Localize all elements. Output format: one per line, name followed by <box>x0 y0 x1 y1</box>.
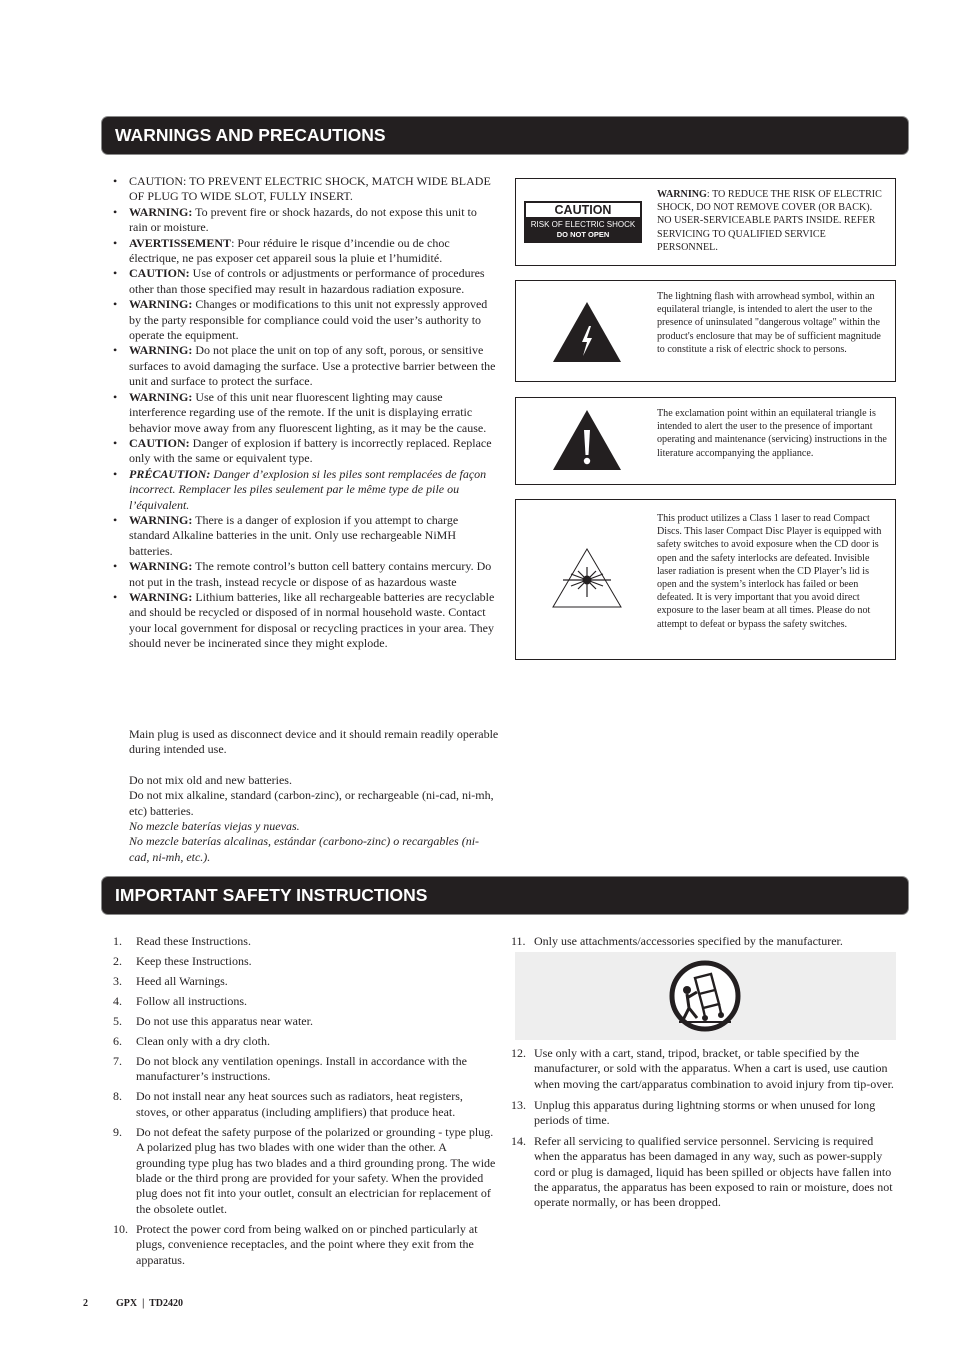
warnings-section-title: WARNINGS AND PRECAUTIONS <box>102 117 908 154</box>
warning-label: CAUTION: <box>129 435 190 450</box>
warning-text: There is a danger of explosion if you attempt to charge standard Alkaline batteries in the unit. Only use rechargeable NiMH batteries. <box>129 512 459 558</box>
instruction-item <box>511 1134 901 1211</box>
warning-item <box>113 513 497 559</box>
safety-section-title: IMPORTANT SAFETY INSTRUCTIONS <box>102 877 908 914</box>
bullet-marker: • <box>113 589 118 604</box>
warning-text: Danger d’explosion si les piles sont remplacées de façon incorrect. Remplacer les piles seulement par le même type de pile ou l’équivalent. <box>129 466 487 512</box>
warning-label: WARNING: <box>129 343 193 358</box>
cart-tipover-icon <box>669 960 741 1032</box>
instruction-item <box>113 1089 497 1120</box>
instruction-item <box>113 974 497 989</box>
instruction-text: Heed all Warnings. <box>136 974 228 988</box>
warning-text: Use of controls or adjustments or performance of procedures other than those specified may result in hazardous radiation exposure. <box>129 266 485 296</box>
caution-label-line2: DO NOT OPEN <box>556 230 610 239</box>
warning-item <box>113 590 497 652</box>
exclamation-text: The exclamation point within an equilateral triangle is intended to alert the user to the presence of important operating and maintenance (servicing) instructions in the literature accompanying the appliance. <box>657 408 887 459</box>
instruction-item <box>113 994 497 1009</box>
warning-label: AVERTISSEMENT <box>129 235 232 250</box>
warning-text: The remote control’s button cell battery contains mercury. Do not put in the trash, instead recycle or dispose of as hazardous waste <box>129 559 492 589</box>
instruction-number: 4. <box>113 994 122 1008</box>
laser-box <box>515 499 896 660</box>
bullet-marker: • <box>113 174 118 188</box>
instructions-list-right <box>511 1046 901 1216</box>
instruction-text: Do not defeat the safety purpose of the polarized or grounding - type plug. A polarized plug has two blades with one wider than the other. A grounding type plug has two blades and a third grounding prong. The wide blade or the third prong are provided for your safety. When the provided plug does not fit into your outlet, consult an electrician for replacement of the obsolete outlet. <box>136 1124 496 1216</box>
instruction-text: Use only with a cart, stand, tripod, bracket, or table specified by the manufacturer, or sold with the apparatus. When a cart is used, use caution when moving the cart/apparatus combination to avoid injury from tip-over. <box>534 1046 894 1091</box>
instruction-number: 11. <box>511 934 526 948</box>
bullet-marker: • <box>113 512 118 527</box>
warning-text: Use of this unit near fluorescent lighting may cause interference regarding use of the remote. If the unit is displaying erratic behavior move away from any fluorescent lighting, as it may be the cause. <box>129 389 487 435</box>
instruction-item <box>113 934 497 949</box>
instruction-text: Unplug this apparatus during lightning storms or when unused for long periods of time. <box>534 1097 876 1128</box>
warning-label: WARNING: <box>129 589 193 604</box>
warning-item <box>113 467 497 513</box>
caution-label-line1: RISK OF ELECTRIC SHOCK <box>530 220 636 229</box>
bullet-marker: • <box>113 559 118 574</box>
instruction-item <box>113 1014 497 1029</box>
caution-warning-text <box>657 188 889 254</box>
instruction-text: Follow all instructions. <box>136 994 247 1008</box>
laser-warning-icon <box>551 547 623 609</box>
instruction-number: 14. <box>511 1133 526 1148</box>
warning-item <box>113 266 497 297</box>
bullet-marker: • <box>113 435 118 450</box>
bullet-marker: • <box>113 343 118 358</box>
instruction-number: 1. <box>113 934 122 948</box>
instruction-number: 10. <box>113 1221 128 1236</box>
instruction-number: 8. <box>113 1089 122 1104</box>
laser-text: This product utilizes a Class 1 laser to read Compact Discs. This laser Compact Disc Player is equipped with safety switches to avoid exposure when the CD door is open and the safety interlocks are defeated. Invisible laser radiation is present when the CD Player’s lid is open and the system’s interlock has failed or been defeated. It is very important that you avoid direct exposure to the laser beam at all times. Please do not attempt to defeat or bypass the safety switches. <box>657 513 882 630</box>
bullet-marker: • <box>113 389 118 404</box>
warning-item <box>113 236 497 267</box>
instruction-item <box>113 1054 497 1085</box>
instruction-text: Do not use this apparatus near water. <box>136 1014 313 1028</box>
bullet-marker: • <box>113 235 118 250</box>
instruction-number: 12. <box>511 1046 526 1060</box>
instruction-text: Do not install near any heat sources such as radiators, heat registers, stoves, or other apparatus (including amplifiers) that produce heat. <box>136 1089 463 1119</box>
instruction-item <box>113 1034 497 1049</box>
warning-item <box>113 559 497 590</box>
instruction-text: Only use attachments/accessories specified by the manufacturer. <box>534 934 843 948</box>
bullet-marker: • <box>113 266 118 281</box>
warning-text: CAUTION: TO PREVENT ELECTRIC SHOCK, MATCH WIDE BLADE OF PLUG TO WIDE SLOT, FULLY INSERT. <box>129 174 491 204</box>
instruction-number: 7. <box>113 1054 122 1068</box>
instruction-number: 13. <box>511 1097 526 1112</box>
warning-item <box>113 436 497 467</box>
instruction-number: 3. <box>113 974 122 988</box>
exclamation-box <box>515 397 896 485</box>
instruction-11 <box>511 934 901 949</box>
main-plug-note: Main plug is used as disconnect device and it should remain readily operable during intended use. <box>129 727 499 757</box>
page-number: 2 <box>83 1298 88 1309</box>
warning-text: To prevent fire or shock hazards, do not expose this unit to rain or moisture. <box>129 204 477 235</box>
warning-label: WARNING: <box>129 389 193 404</box>
instruction-text: Keep these Instructions. <box>136 954 252 968</box>
instruction-text: Read these Instructions. <box>136 934 251 948</box>
instruction-text: Protect the power cord from being walked on or pinched particularly at plugs, convenience receptacles, and the point where they exit from the apparatus. <box>136 1221 478 1267</box>
warning-item <box>113 205 497 236</box>
lightning-warning-icon <box>551 300 623 364</box>
exclamation-warning-icon <box>551 408 623 472</box>
instruction-number: 6. <box>113 1034 122 1048</box>
warning-item <box>113 297 497 343</box>
bullet-marker: • <box>113 466 118 481</box>
bullet-marker: • <box>113 204 118 219</box>
instruction-item <box>113 1222 497 1268</box>
warning-label: PRÉCAUTION: <box>129 466 211 481</box>
instruction-item <box>511 1046 901 1092</box>
footer-brand-model: GPX | TD2420 <box>116 1298 184 1309</box>
warning-label: WARNING: <box>129 297 193 312</box>
warning-label: WARNING: <box>129 559 193 574</box>
lightning-text: The lightning flash with arrowhead symbol, within an equilateral triangle, is intended to alert the user to the presence of uninsulated "dangerous voltage" within the product's enclosure that may be of sufficient magnitude to constitute a risk of electric shock to persons. <box>657 291 881 355</box>
instruction-text: Refer all servicing to qualified service personnel. Servicing is required when the apparatus has been damaged in any way, such as power-supply cord or plug is damaged, liquid has been spilled or objects have fallen into the apparatus, the apparatus has been exposed to rain or moisture, does not operate normally, or has been dropped. <box>534 1133 893 1210</box>
warning-text: Danger of explosion if battery is incorrectly replaced. Replace only with the same or equivalent type. <box>129 435 492 466</box>
instruction-text: Clean only with a dry cloth. <box>136 1034 270 1048</box>
instruction-item <box>113 954 497 969</box>
instruction-number: 5. <box>113 1014 122 1028</box>
caution-warning-body: : TO REDUCE THE RISK OF ELECTRIC SHOCK, DO NOT REMOVE COVER (OR BACK). NO USER-SERVICEABLE PARTS INSIDE. REFER SERVICING TO QUALIFIED SERVICE PERSONNEL. <box>657 189 882 253</box>
warning-text: Lithium batteries, like all rechargeable batteries are recyclable and should be recycled or disposed of in normal household waste. Contact your local government for disposal or recycling practices in your area. They should never be incinerated since they might explode. <box>129 589 495 651</box>
instruction-item <box>113 1125 497 1217</box>
warning-label: WARNING: <box>129 512 193 527</box>
caution-label <box>524 201 642 243</box>
caution-box <box>515 178 896 266</box>
warning-text: Changes or modifications to this unit not expressly approved by the party responsible for compliance could void the user’s authority to operate the equipment. <box>129 297 488 343</box>
instruction-item <box>511 1098 901 1129</box>
instructions-list-left <box>113 934 497 1273</box>
caution-warning-label: WARNING <box>657 189 707 200</box>
warnings-list <box>113 174 497 652</box>
warning-item <box>113 174 497 205</box>
warning-text: Do not place the unit on top of any soft, porous, or sensitive surfaces to avoid damaging the surface. Use a protective barrier between the unit and surface to protect the surface. <box>129 343 496 389</box>
battery-note-spanish: No mezcle baterías viejas y nuevas. No mezcle baterías alcalinas, estándar (carbono-zinc) o recargables (ni-cad, ni-mh, etc.). <box>129 819 480 864</box>
warning-text: : Pour réduire le risque d’incendie ou de choc électrique, ne pas exposer cet appareil sous la pluie et l’humidité. <box>129 235 450 266</box>
warning-label: WARNING: <box>129 204 193 219</box>
instruction-number: 9. <box>113 1124 122 1139</box>
lightning-box <box>515 280 896 382</box>
warning-label: CAUTION: <box>129 266 190 281</box>
instruction-number: 2. <box>113 954 122 968</box>
battery-note-english: Do not mix old and new batteries. Do not mix alkaline, standard (carbon-zinc), or rechargeable (ni-cad, ni-mh, etc) batteries. <box>129 773 494 818</box>
warning-item <box>113 343 497 389</box>
cart-warning-panel <box>515 952 896 1040</box>
instruction-text: Do not block any ventilation openings. Install in accordance with the manufacturer’s instructions. <box>136 1054 467 1084</box>
warning-item <box>113 390 497 436</box>
bullet-marker: • <box>113 297 118 312</box>
caution-label-title: CAUTION <box>526 203 640 219</box>
